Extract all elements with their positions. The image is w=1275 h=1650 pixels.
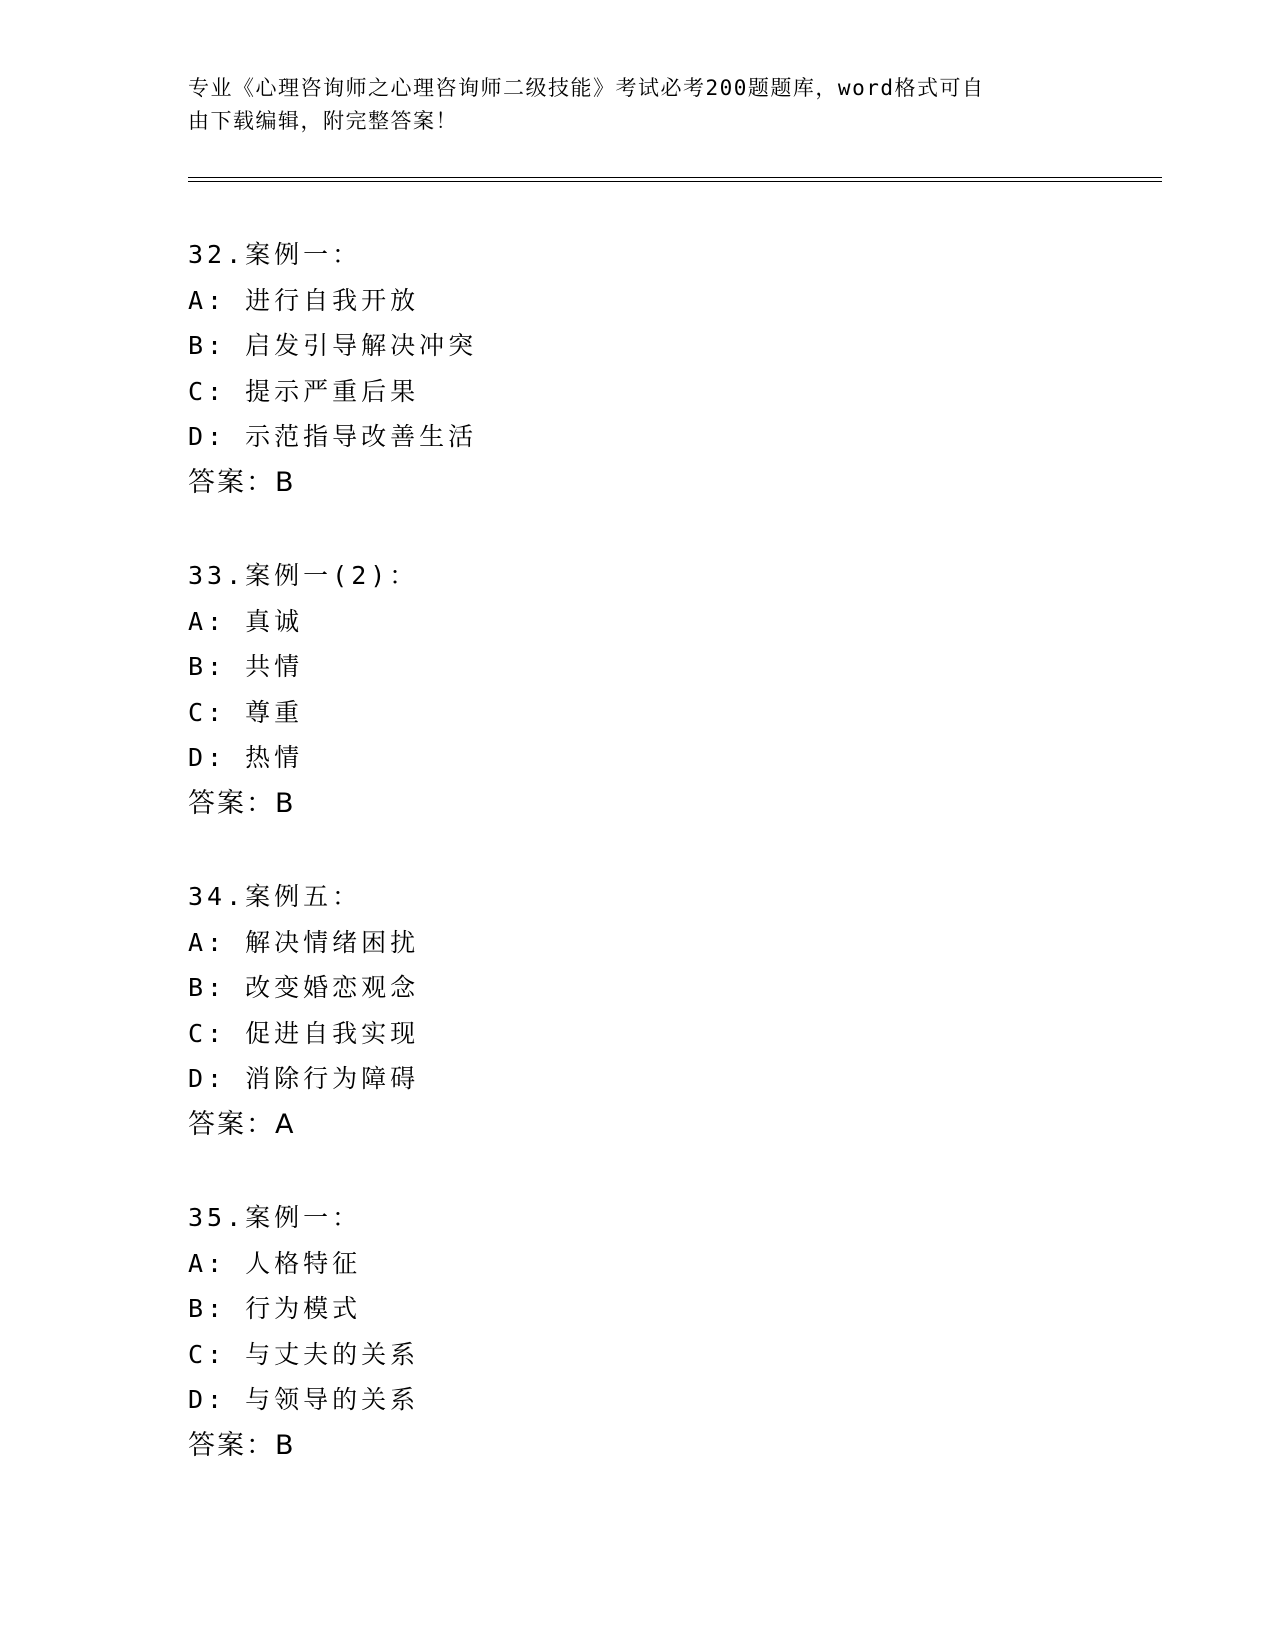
- question-block-34: [188, 874, 1088, 1148]
- option-a: A: 真诚: [188, 606, 304, 636]
- document-header: [188, 72, 1068, 138]
- option-a: A: 解决情绪困扰: [188, 927, 420, 957]
- question-title: 33.案例一(2)：: [188, 561, 419, 590]
- option-d: D: 与领导的关系: [188, 1385, 420, 1415]
- question-title: 32.案例一：: [188, 240, 362, 269]
- header-line-2: 由下载编辑，附完整答案！: [188, 109, 458, 133]
- option-c: C: 尊重: [188, 697, 304, 727]
- header-divider: [188, 177, 1162, 182]
- option-b: B: 共情: [188, 652, 304, 682]
- answer-line: 答案：B: [188, 787, 296, 819]
- question-block-33: [188, 553, 1088, 827]
- option-d: D: 示范指导改善生活: [188, 422, 478, 452]
- question-title: 35.案例一：: [188, 1203, 362, 1232]
- answer-line: 答案：B: [188, 466, 296, 498]
- answer-line: 答案：A: [188, 1108, 296, 1140]
- question-block-35: [188, 1195, 1088, 1469]
- option-b: B: 行为模式: [188, 1294, 362, 1324]
- answer-line: 答案：B: [188, 1429, 296, 1461]
- option-b: B: 启发引导解决冲突: [188, 331, 478, 361]
- option-a: A: 人格特征: [188, 1248, 362, 1278]
- question-block-32: [188, 232, 1088, 506]
- option-d: D: 消除行为障碍: [188, 1064, 420, 1094]
- option-d: D: 热情: [188, 743, 304, 773]
- option-c: C: 提示严重后果: [188, 376, 420, 406]
- question-title: 34.案例五：: [188, 882, 362, 911]
- option-a: A: 进行自我开放: [188, 285, 420, 315]
- header-line-1: 专业《心理咨询师之心理咨询师二级技能》考试必考200题题库，word格式可自: [188, 76, 985, 100]
- option-b: B: 改变婚恋观念: [188, 973, 420, 1003]
- option-c: C: 与丈夫的关系: [188, 1339, 420, 1369]
- option-c: C: 促进自我实现: [188, 1018, 420, 1048]
